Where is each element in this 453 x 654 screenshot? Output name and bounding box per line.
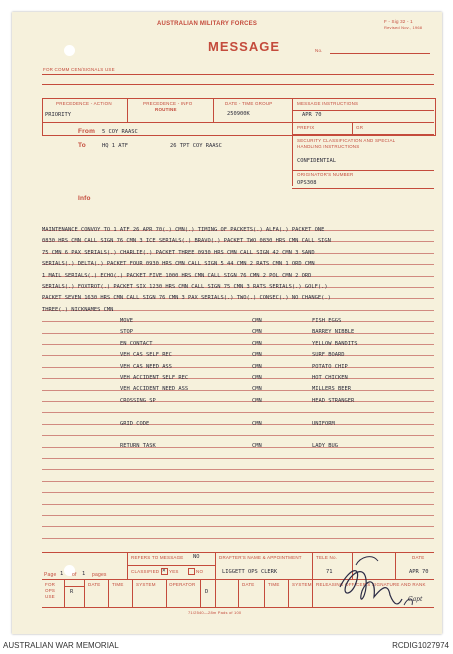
ruled-line — [42, 492, 434, 493]
form-number: F - Sig 32 - 1 — [384, 19, 413, 24]
precedence-info-label: PRECEDENCE - INFO — [143, 101, 193, 106]
releasing-label: RELEASING OFFICER'S SIGNATURE AND RANK — [316, 582, 426, 587]
drafter-label: DRAFTER'S NAME & APPOINTMENT — [219, 555, 302, 560]
nickname-code: LADY BUG — [312, 443, 338, 450]
ruled-line — [42, 526, 434, 527]
nickname-code: FISH EGGS — [312, 318, 342, 324]
to-label: To — [78, 142, 86, 149]
prefix-label: PREFIX — [297, 125, 315, 130]
yes-label: YES — [169, 569, 179, 574]
pages-value: 1 — [82, 571, 86, 577]
ruled-line — [42, 447, 434, 448]
ops-label-1: FOR — [45, 582, 56, 587]
nickname-term: MOVE — [120, 318, 133, 324]
nickname-sep: CMN — [252, 386, 262, 393]
nickname-term: GRID CODE — [120, 420, 150, 427]
from-label: From — [78, 128, 96, 135]
ruled-line — [42, 469, 434, 470]
nickname-code: HEAD STRANGER — [312, 397, 355, 404]
nickname-term: CROSSING SP — [120, 397, 156, 404]
precedence-action-label: PRECEDENCE - ACTION — [56, 101, 112, 106]
signature — [332, 547, 442, 617]
classified-label: CLASSIFIED — [131, 569, 160, 574]
col-time-2: TIME — [268, 582, 280, 587]
date-value: APR 70 — [409, 569, 429, 575]
nickname-sep: CMN — [252, 329, 262, 336]
from-value: 5 COY RAASC — [102, 129, 138, 135]
col-system-2: SYSTEM — [292, 582, 312, 587]
gr-label: GR — [356, 125, 364, 130]
ruled-line — [42, 435, 434, 436]
nickname-code: BARREY NIBBLE — [312, 329, 355, 336]
org-name: AUSTRALIAN MILITARY FORCES — [157, 21, 258, 27]
security-value: CONFIDENTIAL — [297, 158, 336, 164]
security-label-1: SECURITY CLASSIFICATION AND SPECIAL — [297, 138, 396, 143]
ruled-line — [42, 458, 434, 459]
ruled-line — [42, 367, 434, 368]
nickname-sep: CMN — [252, 363, 262, 370]
refers-value: NO — [193, 554, 200, 560]
info-label: Info — [78, 195, 91, 202]
nickname-term: VEH ACCIDENT SELF REC — [120, 375, 189, 381]
classified-no-checkbox[interactable] — [188, 568, 195, 575]
form-title: MESSAGE — [208, 39, 281, 54]
ruled-line — [42, 378, 434, 379]
nickname-sep: CMN — [252, 443, 262, 450]
ruled-line — [42, 344, 434, 345]
of-label: of — [72, 572, 77, 578]
page-label: Page — [44, 572, 57, 578]
body-line: 1 MAIL SERIALS(.) ECHO(.) PACKET FIVE 1000 HRS CMN CALL SIGN 76 CMN 2 POL CMN 2 ORD — [42, 272, 312, 279]
col-time-1: TIME — [112, 582, 124, 587]
print-line: 71/2540—28m Pads of 100 — [188, 610, 242, 615]
classified-yes-mark: × — [162, 567, 166, 574]
signature-rank: Capt — [408, 596, 423, 603]
nickname-term: VEH ACCIDENT NEED ASS — [120, 386, 189, 393]
nickname-term: VEH CAS NEED ASS — [120, 363, 172, 370]
footer-left: AUSTRALIAN WAR MEMORIAL — [3, 641, 119, 650]
nickname-sep: CMN — [252, 352, 262, 359]
originator-value: OPS308 — [297, 180, 317, 186]
precedence-info-routine: ROUTINE — [155, 107, 177, 112]
body-line: 0830 HRS CMN CALL SIGN 76 CMN 3 ICE SERIALS(.) BRAVO(.) PACKET TWO 0830 HRS CMN CALL SIGN — [42, 238, 331, 245]
ruled-line — [42, 424, 434, 425]
body-line: SERIALS(.) FOXTROT(.) PACKET SIX 1230 HRS CMN CALL SIGN 75 CMN 3 RATS SERIALS(.) GOLF(.) — [42, 284, 328, 290]
precedence-action-value: PRIORITY — [45, 112, 71, 118]
ruled-line — [42, 401, 434, 402]
refers-label: REFERS TO MESSAGE — [131, 555, 184, 560]
ops-label-3: USE — [45, 594, 55, 599]
ruled-line — [42, 412, 434, 413]
message-instructions-value: APR 70 — [302, 112, 322, 118]
pages-label: pages — [92, 572, 107, 578]
body-line: MAINTENANCE CONVOY TO 1 ATF 26 APR 70(.) CMN(.) TIMING OF PACKETS(.) ALFA(.) PACKET ONE — [42, 227, 325, 233]
nickname-code: YELLOW BANDITS — [312, 340, 358, 347]
nickname-code: SURF BOARD — [312, 352, 345, 359]
body-line: 75 CMN 6 PAX SERIALS(.) CHARLIE(.) PACKET THREE 0930 HRS CMN CALL SIGN 42 CMN 3 SAND — [42, 249, 315, 256]
col-system-1: SYSTEM — [136, 582, 156, 587]
tele-value: 71 — [326, 569, 333, 575]
nickname-sep: CMN — [252, 375, 262, 381]
no-check-label: NO — [196, 569, 204, 574]
nickname-term: EN CONTACT — [120, 340, 153, 347]
nickname-code: UNIFORM — [312, 420, 335, 427]
nickname-code: MILLERS BEER — [312, 386, 351, 393]
nickname-term: RETURN TASK — [120, 443, 156, 450]
date-label: DATE — [412, 555, 425, 560]
footer-right: RCDIG1027974 — [392, 641, 449, 650]
dtg-label: DATE - TIME GROUP — [225, 101, 273, 106]
ruled-line — [42, 390, 434, 391]
nickname-sep: CMN — [252, 420, 262, 427]
ruled-line — [42, 355, 434, 356]
tele-label: TELE No. — [316, 555, 338, 560]
nickname-term: VEH CAS SELF REC — [120, 352, 172, 359]
nickname-sep: CMN — [252, 318, 262, 324]
ruled-line — [42, 333, 434, 334]
no-label: No. — [315, 48, 323, 53]
ruled-line — [42, 481, 434, 482]
body-line: PACKET SEVEN 1630 HRS CMN CALL SIGN 76 CMN 3 PAX SERIALS(.) TWO(.) CONSEC(.) NO CHANGE(.) — [42, 295, 331, 302]
punch-hole — [64, 45, 75, 56]
page-value: 1 — [60, 571, 64, 577]
originator-label: ORIGINATOR'S NUMBER — [297, 172, 354, 177]
to-value-1: HQ 1 ATF — [102, 143, 128, 149]
security-label-2: HANDLING INSTRUCTIONS — [297, 144, 360, 149]
nickname-code: POTATO CHIP — [312, 363, 348, 370]
nickname-code: HOT CHICKEN — [312, 375, 348, 381]
form-revised: Revised Nov., 1968 — [384, 25, 423, 30]
col-date-2: DATE — [242, 582, 255, 587]
ruled-line — [42, 515, 434, 516]
dtg-value: 250900K — [227, 111, 250, 117]
ruled-line — [42, 504, 434, 505]
body-line: SERIALS(.) DELTA(.) PACKET FOUR 0930 HRS CMN CALL SIGN 5 44 CMN 2 RATS CMN 1 ORD CMN — [42, 261, 315, 268]
col-operator-1: OPERATOR — [169, 582, 196, 587]
body-line: THREE(.) NICKNAMES CMN — [42, 306, 114, 313]
d-label: D — [205, 589, 209, 595]
message-instructions-label: MESSAGE INSTRUCTIONS — [297, 101, 359, 106]
to-value-2: 26 TPT COY RAASC — [170, 143, 222, 149]
nickname-sep: CMN — [252, 340, 262, 347]
message-form — [12, 12, 442, 634]
col-date-1: DATE — [88, 582, 101, 587]
ruled-line — [42, 538, 434, 539]
ops-label-2: OPS — [45, 588, 56, 593]
nickname-sep: CMN — [252, 397, 262, 404]
r-label: R — [70, 589, 74, 595]
drafter-value: LIGGETT OPS CLERK — [222, 569, 278, 575]
ruled-line — [42, 321, 434, 322]
nickname-term: STOP — [120, 329, 133, 336]
comm-cen-label: FOR COMM CEN/SIGNALS USE — [43, 67, 115, 72]
